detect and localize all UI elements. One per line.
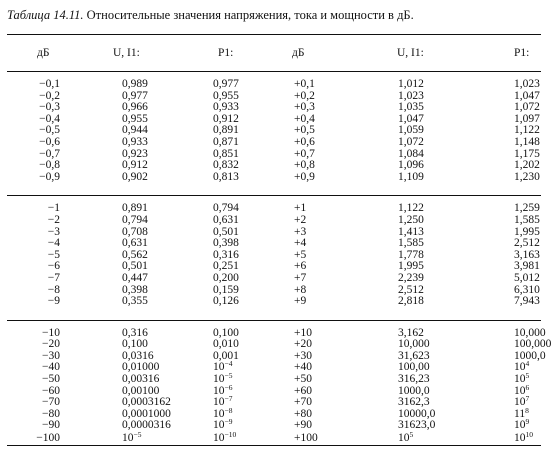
cell-db-neg: −0,3 — [39, 101, 60, 114]
cell-p-pos: 1,023 — [514, 78, 540, 90]
cell-db-pos: +40 — [294, 361, 312, 374]
cell-p-neg: 0,891 — [213, 124, 239, 137]
cell-ui-neg: 0,944 — [122, 124, 148, 137]
cell-ui-pos: 1,109 — [398, 170, 424, 183]
cell-db-neg: −20 — [42, 338, 60, 351]
table-row — [7, 386, 541, 398]
cell-db-pos: +70 — [294, 396, 312, 409]
cell-db-neg: −0,2 — [39, 89, 60, 102]
cell-p-pos: $10^4$ — [514, 359, 530, 374]
table-row — [7, 420, 541, 432]
cell-p-neg: 0,813 — [213, 170, 239, 183]
header-p-neg: P1: — [186, 35, 274, 72]
cell-ui-neg: 0,01000 — [122, 361, 160, 374]
cell-db-neg: −5 — [47, 248, 60, 261]
cell-db-pos: +0,9 — [294, 170, 315, 183]
cell-db-neg: −1 — [47, 202, 60, 215]
cell-ui-pos: 1,012 — [398, 78, 424, 90]
header-row — [7, 35, 541, 72]
table-row — [7, 160, 541, 172]
cell-ui-neg: 0,316 — [122, 326, 148, 339]
table-row — [7, 296, 541, 308]
table-row — [7, 432, 541, 446]
cell-p-pos: $10^6$ — [514, 382, 530, 397]
cell-p-neg: $10^{-5}$ — [213, 371, 233, 386]
cell-ui-pos: 1,096 — [398, 159, 424, 172]
cell-db-neg: −0,4 — [39, 112, 60, 125]
cell-db-pos: +8 — [294, 283, 307, 296]
table-row — [7, 397, 541, 409]
cell-p-pos: 10,000 — [514, 326, 546, 339]
cell-db-neg: −2 — [47, 213, 60, 226]
cell-p-neg: $10^{-9}$ — [213, 417, 233, 432]
cell-db-pos: +0,4 — [294, 112, 315, 125]
cell-p-neg: 0,100 — [213, 326, 239, 339]
cell-p-pos: 3,163 — [514, 248, 540, 261]
cell-db-pos: +9 — [294, 295, 307, 308]
cell-db-pos: +0,8 — [294, 159, 315, 172]
cell-db-neg: −70 — [42, 396, 60, 409]
cell-ui-pos: 1,047 — [398, 112, 424, 125]
caption-text: Относительные значения напряжения, тока и мощности в дБ. — [86, 8, 414, 22]
cell-db-pos: +0,5 — [294, 124, 315, 137]
cell-p-pos: $11^8$ — [514, 405, 529, 420]
group-divider — [7, 183, 541, 196]
cell-ui-pos: 1,585 — [398, 237, 424, 250]
table-row — [7, 79, 541, 91]
header-db-pos: дБ — [274, 35, 364, 72]
cell-ui-pos: 1,059 — [398, 124, 424, 137]
cell-ui-pos: 1,084 — [398, 147, 424, 160]
cell-db-pos: +2 — [294, 213, 307, 226]
cell-ui-pos: 3,162 — [398, 326, 424, 339]
cell-p-pos: 1,072 — [514, 101, 540, 114]
cell-p-neg: 0,871 — [213, 135, 239, 148]
cell-ui-neg: 0,891 — [122, 202, 148, 215]
cell-p-neg: 0,977 — [213, 78, 239, 90]
cell-db-pos: +0,6 — [294, 135, 315, 148]
cell-ui-pos: 316,23 — [398, 373, 430, 386]
cell-ui-neg: 0,0003162 — [122, 396, 171, 409]
cell-db-pos: +4 — [294, 237, 307, 250]
cell-ui-neg: 0,708 — [122, 225, 148, 238]
cell-ui-pos: 1,778 — [398, 248, 424, 261]
cell-p-neg: $10^{-6}$ — [213, 382, 233, 397]
table-row — [7, 215, 541, 227]
cell-p-neg: 0,316 — [213, 248, 239, 261]
cell-db-neg: −0,5 — [39, 124, 60, 137]
cell-db-neg: −0,7 — [39, 147, 60, 160]
cell-ui-pos: 3162,3 — [398, 396, 430, 409]
table-row — [7, 227, 541, 239]
cell-ui-neg: 0,989 — [122, 78, 148, 90]
cell-ui-pos: $10^5$ — [364, 432, 456, 446]
cell-db-pos: +1 — [294, 202, 307, 215]
header-ui-pos: U, I1: — [364, 35, 456, 72]
table-row — [7, 328, 541, 340]
cell-db-neg: −7 — [47, 271, 60, 284]
cell-p-neg: 0,912 — [213, 112, 239, 125]
cell-ui-pos: 31,623 — [398, 349, 430, 362]
cell-p-neg: 0,159 — [213, 283, 239, 296]
cell-ui-neg: 0,447 — [122, 271, 148, 284]
cell-ui-neg: 0,794 — [122, 213, 148, 226]
cell-p-pos: 1,122 — [514, 124, 540, 137]
caption-label: Таблица 14.11. — [7, 8, 84, 22]
group-spacer — [7, 72, 541, 80]
cell-p-pos: $10^7$ — [514, 394, 530, 409]
table-row — [7, 339, 541, 351]
table-row — [7, 409, 541, 421]
header-ui-neg: U, I1: — [99, 35, 186, 72]
cell-db-pos: +100 — [274, 432, 364, 446]
cell-p-pos: 2,512 — [514, 237, 540, 250]
cell-p-neg: 0,933 — [213, 101, 239, 114]
cell-db-neg: −0,8 — [39, 159, 60, 172]
cell-p-neg: 0,832 — [213, 159, 239, 172]
cell-db-neg: −90 — [42, 419, 60, 432]
cell-db-pos: +50 — [294, 373, 312, 386]
cell-ui-neg: 0,977 — [122, 89, 148, 102]
table-row — [7, 261, 541, 273]
cell-p-pos: 6,310 — [514, 283, 540, 296]
table-row — [7, 172, 541, 184]
cell-db-neg: −10 — [42, 326, 60, 339]
cell-ui-pos: 1,072 — [398, 135, 424, 148]
cell-p-neg: $10^{-7}$ — [213, 394, 233, 409]
header-p-pos: P1: — [456, 35, 541, 72]
cell-db-neg: −40 — [42, 361, 60, 374]
table-row — [7, 137, 541, 149]
cell-p-neg: 0,794 — [213, 202, 239, 215]
cell-ui-neg: $10^{-5}$ — [99, 432, 186, 446]
table-row — [7, 102, 541, 114]
cell-p-pos: $10^{10}$ — [456, 432, 541, 446]
cell-p-neg: 0,251 — [213, 260, 239, 273]
cell-ui-pos: 1,995 — [398, 260, 424, 273]
table-row — [7, 351, 541, 363]
cell-ui-pos: 1,023 — [398, 89, 424, 102]
cell-ui-neg: 0,562 — [122, 248, 148, 261]
cell-ui-pos: 2,512 — [398, 283, 424, 296]
cell-p-pos: 1,230 — [514, 170, 540, 183]
cell-db-pos: +80 — [294, 407, 312, 420]
cell-ui-neg: 0,923 — [122, 147, 148, 160]
cell-p-neg: 0,010 — [213, 338, 239, 351]
cell-p-neg: 0,631 — [213, 213, 239, 226]
cell-db-pos: +90 — [294, 419, 312, 432]
group-spacer — [7, 196, 541, 204]
cell-ui-pos: 1,122 — [398, 202, 424, 215]
table-row — [7, 125, 541, 137]
table-body — [7, 72, 551, 446]
cell-db-neg: −9 — [47, 295, 60, 308]
table-row — [7, 149, 541, 161]
cell-p-pos: 5,012 — [514, 271, 540, 284]
cell-p-neg: $10^{-4}$ — [213, 359, 233, 374]
cell-ui-neg: 0,631 — [122, 237, 148, 250]
cell-p-pos: 1,097 — [514, 112, 540, 125]
cell-db-pos: +60 — [294, 384, 312, 397]
cell-db-neg: −100 — [7, 432, 99, 446]
cell-p-neg: $10^{-8}$ — [213, 405, 233, 420]
cell-p-neg: 0,001 — [213, 349, 239, 362]
cell-ui-pos: 1000,0 — [398, 384, 430, 397]
cell-db-neg: −0,1 — [39, 78, 60, 90]
cell-ui-neg: 0,933 — [122, 135, 148, 148]
cell-db-pos: +30 — [294, 349, 312, 362]
group-divider — [7, 308, 541, 321]
cell-ui-neg: 0,966 — [122, 101, 148, 114]
cell-ui-pos: 10,000 — [398, 338, 430, 351]
cell-ui-pos: 10000,0 — [398, 407, 436, 420]
cell-p-pos: 1,175 — [514, 147, 540, 160]
cell-db-pos: +5 — [294, 248, 307, 261]
cell-p-pos: 100,000 — [514, 338, 551, 351]
cell-ui-pos: 1,413 — [398, 225, 424, 238]
cell-db-neg: −80 — [42, 407, 60, 420]
table-row — [7, 374, 541, 386]
cell-db-pos: +0,3 — [294, 101, 315, 114]
cell-ui-pos: 1,250 — [398, 213, 424, 226]
cell-ui-pos: 1,035 — [398, 101, 424, 114]
cell-p-neg: 0,955 — [213, 89, 239, 102]
cell-db-pos: +10 — [294, 326, 312, 339]
cell-db-pos: +20 — [294, 338, 312, 351]
table-row — [7, 285, 541, 297]
cell-ui-neg: 0,902 — [122, 170, 148, 183]
cell-db-neg: −4 — [47, 237, 60, 250]
table-row — [7, 203, 541, 215]
cell-p-pos: 1,202 — [514, 159, 540, 172]
cell-p-neg: 0,501 — [213, 225, 239, 238]
cell-p-neg: 0,851 — [213, 147, 239, 160]
cell-ui-neg: 0,0001000 — [122, 407, 171, 420]
cell-p-pos: 1,148 — [514, 135, 540, 148]
cell-p-pos: 1,047 — [514, 89, 540, 102]
cell-db-neg: −0,6 — [39, 135, 60, 148]
cell-p-pos: 1,995 — [514, 225, 540, 238]
cell-db-neg: −8 — [47, 283, 60, 296]
table-row — [7, 273, 541, 285]
cell-db-neg: −0,9 — [39, 170, 60, 183]
cell-ui-pos: 2,239 — [398, 271, 424, 284]
cell-ui-pos: 100,00 — [398, 361, 430, 374]
cell-db-neg: −60 — [42, 384, 60, 397]
cell-p-pos: 1,259 — [514, 202, 540, 215]
cell-ui-pos: 2,818 — [398, 295, 424, 308]
cell-ui-neg: 0,00316 — [122, 373, 160, 386]
cell-db-neg: −3 — [47, 225, 60, 238]
cell-ui-neg: 0,100 — [122, 338, 148, 351]
db-values-table — [7, 34, 551, 446]
cell-ui-neg: 0,398 — [122, 283, 148, 296]
cell-ui-neg: 0,00100 — [122, 384, 160, 397]
cell-p-pos: 7,943 — [514, 295, 540, 308]
table-caption — [7, 8, 414, 23]
cell-db-neg: −6 — [47, 260, 60, 273]
cell-db-pos: +0,2 — [294, 89, 315, 102]
cell-ui-neg: 0,501 — [122, 260, 148, 273]
cell-db-neg: −50 — [42, 373, 60, 386]
cell-p-pos: 3,981 — [514, 260, 540, 273]
cell-p-pos: $10^9$ — [514, 417, 530, 432]
cell-ui-neg: 0,912 — [122, 159, 148, 172]
cell-p-neg: $10^{-10}$ — [186, 432, 274, 446]
cell-p-neg: 0,200 — [213, 271, 239, 284]
cell-db-pos: +3 — [294, 225, 307, 238]
cell-db-neg: −30 — [42, 349, 60, 362]
cell-db-pos: +6 — [294, 260, 307, 273]
cell-ui-neg: 0,355 — [122, 295, 148, 308]
cell-ui-pos: 31623,0 — [398, 419, 436, 432]
cell-p-pos: 1,585 — [514, 213, 540, 226]
cell-db-pos: +7 — [294, 271, 307, 284]
cell-ui-neg: 0,0316 — [122, 349, 154, 362]
cell-p-pos: $10^5$ — [514, 371, 530, 386]
table-row — [7, 238, 541, 250]
cell-ui-neg: 0,0000316 — [122, 419, 171, 432]
cell-db-pos: +0,1 — [294, 78, 315, 90]
cell-p-neg: 0,398 — [213, 237, 239, 250]
cell-p-pos: 1000,0 — [514, 349, 546, 362]
table-row — [7, 362, 541, 374]
cell-p-neg: 0,126 — [213, 295, 239, 308]
table-row — [7, 114, 541, 126]
header-db-neg: дБ — [7, 35, 99, 72]
cell-db-pos: +0,7 — [294, 147, 315, 160]
cell-ui-neg: 0,955 — [122, 112, 148, 125]
group-spacer — [7, 320, 541, 328]
table-row — [7, 250, 541, 262]
table-row — [7, 91, 541, 103]
